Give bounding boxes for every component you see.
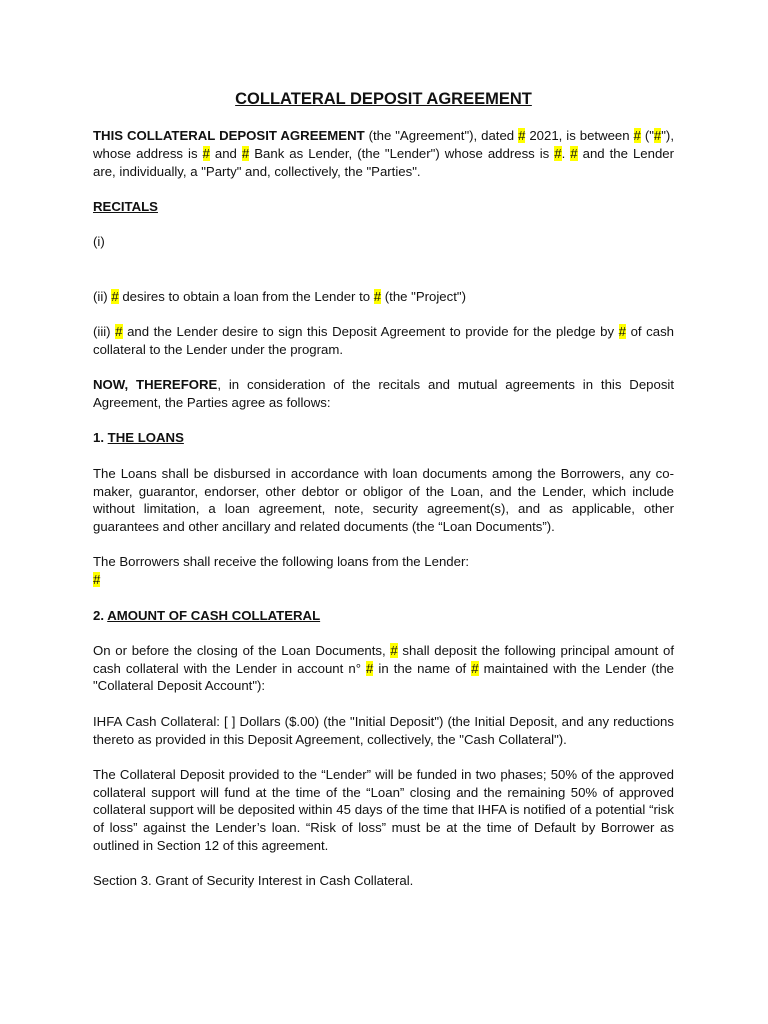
now-therefore-paragraph — [93, 376, 674, 412]
intro-text: Bank as Lender, (the "Lender") whose address is — [249, 145, 555, 161]
intro-text: (the "Agreement"), dated — [364, 128, 519, 143]
recital-i: (i) — [93, 234, 105, 250]
section-1-paragraph-2: The Borrowers shall receive the following loans from the Lender: — [93, 554, 470, 570]
intro-paragraph — [93, 127, 674, 180]
placeholder-depositor: # — [390, 642, 398, 658]
section-text: in the name of — [373, 660, 472, 676]
section-heading-text: THE LOANS — [107, 430, 184, 446]
placeholder-pledger: # — [618, 324, 626, 340]
section-number: 1. — [93, 430, 108, 446]
section-text: On or before the closing of the Loan Documents, — [93, 642, 391, 658]
intro-lead: THIS COLLATERAL DEPOSIT AGREEMENT — [93, 128, 365, 143]
section-3-heading: Section 3. Grant of Security Interest in Cash Collateral. — [93, 873, 414, 889]
section-2-paragraph-2: IHFA Cash Collateral: [ ] Dollars ($.00) (the "Initial Deposit") (the Initial Deposit, and any reductions thereto as provided in this Deposit Agreement, collectively, the "Cash Collateral"). — [93, 713, 674, 747]
recitals-heading — [93, 198, 674, 216]
section-1-paragraph-1: The Loans shall be disbursed in accordance with loan documents among the Borrowers, any co-maker, guarantor, endorser, other debtor or obligor of the Loan, and the Lender, which include without limitation, a loan agreement, note, security agreement(s), and as applicable, other guarantees and other ancillary and related documents (the “Loan Documents”). — [93, 465, 674, 535]
placeholder-borrower: # — [115, 324, 123, 340]
placeholder-lender-address: # — [554, 145, 562, 161]
intro-text: "), whose address is — [93, 128, 674, 161]
document-page — [93, 88, 674, 890]
intro-text: and the Lender are, individually, a "Party" and, collectively, the "Parties". — [93, 145, 675, 179]
section-number: 2. — [93, 607, 108, 623]
placeholder-loans: # — [93, 572, 101, 588]
document-title: COLLATERAL DEPOSIT AGREEMENT — [235, 90, 532, 108]
recital-text: desires to obtain a loan from the Lender to — [118, 288, 374, 304]
recital-text: (the "Project") — [381, 288, 466, 304]
placeholder-project: # — [373, 288, 382, 304]
intro-text: 2021, is between — [525, 128, 634, 143]
recitals-heading-text: RECITALS — [93, 198, 158, 214]
recital-ii — [93, 288, 674, 306]
section-2-paragraph-1 — [93, 642, 674, 695]
intro-text: . — [561, 145, 571, 161]
now-therefore-lead: NOW, THEREFORE — [93, 377, 218, 393]
placeholder-account: # — [366, 660, 374, 676]
placeholder-bank: # — [241, 145, 250, 161]
section-1-heading — [93, 429, 674, 447]
placeholder-party: # — [633, 128, 641, 143]
section-text: shall deposit the following principal amount of cash collateral with the Lender in account n° — [93, 642, 674, 676]
placeholder-account-name: # — [471, 660, 479, 676]
recital-iii — [93, 323, 674, 359]
recital-text: (ii) — [93, 288, 112, 304]
section-text: maintained with the Lender (the "Collateral Deposit Account"): — [93, 660, 674, 694]
recital-text: of cash collateral to the Lender under the program. — [93, 324, 674, 358]
placeholder-party-ref: # — [570, 145, 578, 161]
placeholder-address: # — [202, 145, 210, 161]
now-therefore-text: , in consideration of the recitals and mutual agreements in this Deposit Agreement, the Parties agree as follows: — [93, 377, 675, 411]
recital-text: (iii) — [93, 324, 116, 340]
intro-text: and — [209, 145, 242, 161]
section-heading-text: AMOUNT OF CASH COLLATERAL — [107, 607, 321, 623]
section-1-loans-placeholder — [93, 571, 674, 589]
placeholder-borrower: # — [111, 288, 119, 304]
recital-text: and the Lender desire to sign this Deposit Agreement to provide for the pledge by — [122, 324, 619, 340]
placeholder-date: # — [518, 128, 526, 143]
section-2-heading — [93, 607, 674, 625]
section-2-paragraph-3: The Collateral Deposit provided to the “Lender” will be funded in two phases; 50% of the approved collateral support will fund at the time of the “Loan” closing and the remaining 50% of approved collateral support will be deposited within 45 days of the time that IHFA is notified of a potential “risk of loss” against the Lender’s loan. “Risk of loss” must be at the time of Default by Borrower as outlined in Section 12 of this agreement. — [93, 766, 674, 854]
intro-text: (" — [640, 128, 654, 143]
placeholder-party-short: # — [653, 128, 662, 143]
